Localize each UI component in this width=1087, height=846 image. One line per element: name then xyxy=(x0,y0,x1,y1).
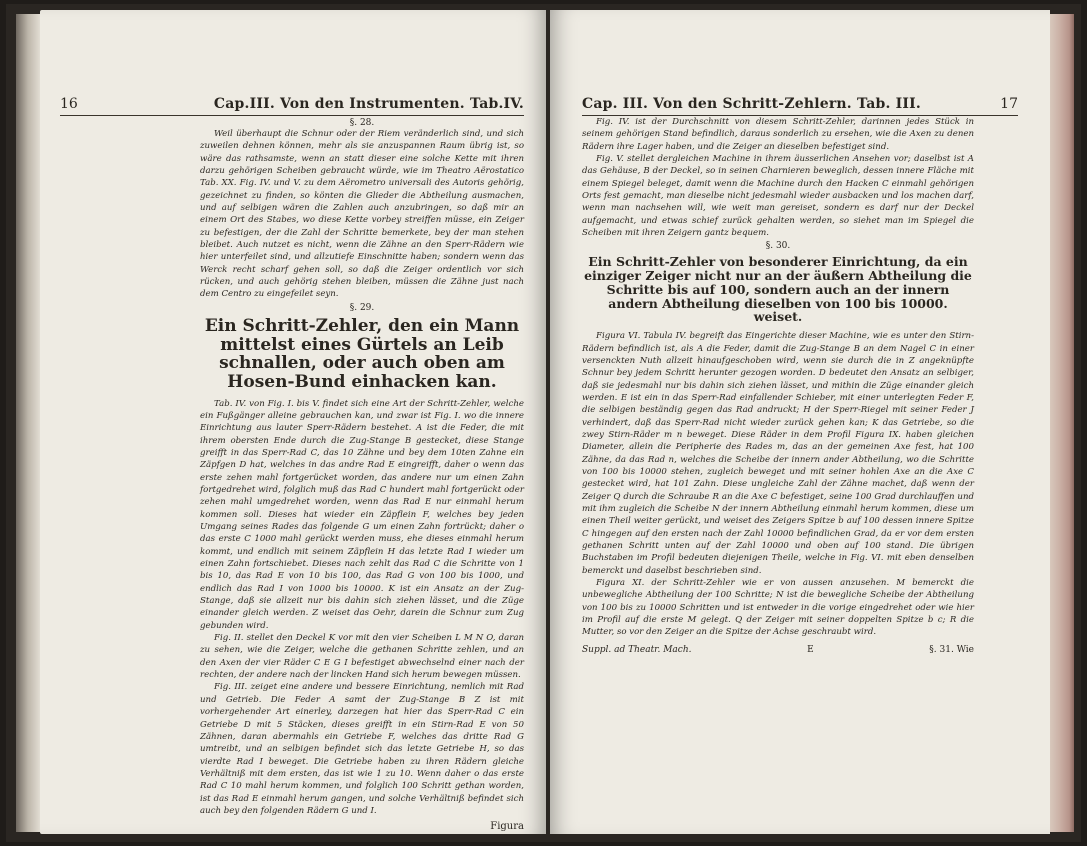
catchword-left: Figura xyxy=(490,821,524,833)
paragraph-29c: Fig. III. zeiget eine andere und bessere Einrichtung, nemlich mit Rad und Getrieb. Die Feder A samt der Zug-Stange B Z ist mit vorhergehender Art einerley, darzegen hat hier das Sperr-Rad C ein Getriebe D mit 5 Stäcken, dieses greifft in ein Stirn-Rad E von 50 Zähnen, daran abermahls ein Getriebe F, welches das dritte Rad G umtreibt, und an selbigen befindet sich das letzte Getriebe H, so das vierdte Rad I beweget. Die Getriebe haben zu ihren Rädern gleiche Verhältniß mit dem ersten, das ist wie 1 zu 10. Wenn daher o das erste Rad C 10 mahl herum kommen, und folglich 100 Schritt gethan worden, ist das Rad E einmahl herum gangen, und solche Verhältniß befindet sich auch bey den folgenden Rädern G und I. xyxy=(200,682,524,816)
section-29-heading: Ein Schritt-Zehler, den ein Mann mittelst eines Gürtels an Leib schnallen, oder auch oben am Hosen-Bund einhacken kan. xyxy=(204,315,520,392)
running-title-right: Cap. III. Von den Schritt-Zehlern. Tab. III. xyxy=(582,96,921,112)
page-number-left: 16 xyxy=(60,96,78,112)
paragraph-fig-iv: Fig. IV. ist der Durchschnitt von diesem Schritt-Zehler, darinnen jedes Stück in seinem gehörigen Stand befindlich, daraus sonderlich zu ersehen, wie die Axen zu denen Rädern ihre Lager haben, und die Zeiger an dieselben befestiget sind. xyxy=(582,117,974,152)
paragraph-fig-xi: Figura XI. der Schritt-Zehler wie er von aussen anzusehen. M bemerckt die unbewegliche Abtheilung der 100 Schritte; N ist die bewegliche Scheibe der Abtheilung von 100 bis zu 10000 Schritten und ist entweder in die vorige eingedrehet oder wie hier im Profil auf die erste M gelegt. Q der Zeiger mit seiner doppelten Spitze b c; R die Mutter, so vor den Zeiger an die Spitze der Achse geschraubt wird. xyxy=(582,578,974,638)
right-page-edges xyxy=(1050,14,1074,832)
section-30-number: §. 30. xyxy=(765,241,791,252)
paragraph-fig-vi: Figura VI. Tabula IV. begreift das Eingerichte dieser Machine, wie es unter den Stirn-Rädern befindlich ist, als A die Feder, damit die Zug-Stange B an dem Nagel C in einer versenckten Nuth allzeit hinaufgeschoben wird, wenn sie durch die in Z angeknüpfte Schnur bey jedem Schritt herunter gezogen worden. D bedeutet den Ansatz an selbiger, daß sie jedesmahl nur bis dahin sich ziehen lässet, und mithin die Züge einander gleich werden. E ist ein in das Sperr-Rad einfallender Schieber, mit einer unterlegten Feder F, die selbigen beständig gegen das Rad andruckt; H der Sperr-Riegel mit seiner Feder J verhindert, daß das Sperr-Rad nicht wieder zurück gehen kan; K das Getriebe, so die zwey Stirn-Räder m n beweget. Diese Räder in dem Profil Figura IX. haben gleichen Diameter, allein die Peripherie des Rades m, das an der gemeinen Axe fest, hat 100 Zähne, da das Rad n, welches die Scheibe der innern ander Abtheilung, wo die Schritte von 100 bis 10000 stehen, zugleich beweget und mit seiner hohlen Axe an die Axe C gestecket wird, hat 101 Zahn. Diese ungleiche Zahl der Zähne machet, daß wenn der Zeiger Q durch die Schraube R an die Axe C befestiget, seine 100 Grad durchlauffen und mit ihm zugleich die Scheibe N der innern Abtheilung einmahl herum kommen, diese um einen Theil weiter gerückt, und weiset des Zeigers Spitze b auf 100 dessen innere Spitze C hingegen auf den ersten nach der Zahl 10000 befindlichen Grad, da er vor dem ersten gethanen Schritt unten auf der Zahl 10000 und oben auf 100 stand. Die übrigen Buchstaben im Profil bedeuten diejenigen Theile, welche in Fig. VI. mit eben denselben bemerckt und daselbst beschrieben sind. xyxy=(582,331,974,576)
signature-mark: E xyxy=(807,644,814,655)
left-page xyxy=(40,10,546,834)
section-30-heading: Ein Schritt-Zehler von besonderer Einrichtung, da ein einziger Zeiger nicht nur an der äußern Abtheilung die Schritte bis auf 100, sondern auch an der innern andern Abtheilung dieselben von 100 bis 10000. weiset. xyxy=(584,254,972,325)
section-28-number: §. 28. xyxy=(349,118,375,128)
paragraph-fig-v: Fig. V. stellet dergleichen Machine in ihrem äusserlichen Ansehen vor; daselbst ist A das Gehäuse, B der Deckel, so in seinen Charnieren beweglich, dessen innere Fläche mit einem Spiegel beleget, damit wenn die Machine durch den Hacken C einmahl gehörigen Orts fest gemacht, man dieselbe nicht jedesmahl wieder ausbacken und los machen darf, wenn man nachsehen will, wie weit man gereiset, sondern es darf nur der Deckel aufgemacht, und etwas schief zurück gehalten werden, so siehet man im Spiegel die Scheiben mit ihren Zeigern gantz bequem. xyxy=(582,154,974,239)
page-number-right: 17 xyxy=(1000,96,1018,112)
footer-title: Suppl. ad Theatr. Mach. xyxy=(582,644,692,655)
section-29-number: §. 29. xyxy=(349,302,375,313)
paragraph-28: Weil überhaupt die Schnur oder der Riem veränderlich sind, und sich zuweilen dehnen können, mehr als sie anzuspannen Raum übrig ist, so wäre das rathsamste, wenn an statt dieser eine solche Kette mit ihren darzu gehörigen Scheiben gebraucht würde, wie im Theatro Aërostatico Tab. XX. Fig. IV. und V. zu dem Aërometro universali des Autoris gehörig, gezeichnet zu finden, so könten die Glieder die Abtheilung ausmachen, und auf selbigen wären die Zahlen auch anzubringen, so daß mir an einem Ort des Stabes, wo diese Kette vorbey streiffen müsse, ein Zeiger zu befestigen, der die Zahl der Schritte bemerkete, bey der man stehen bleibet. Auch nutzet es nicht, wenn die Zähne an den Sperr-Rädern wie hier unterfeilet sind, und allzutiefe Einschnitte haben; sondern wenn das Werck recht scharf gehen soll, so daß die Zeiger ordentlich vor sich rücken, und auch gehörig stehen bleiben, müssen die Zähne just nach dem Centro zu eingefeilet seyn. xyxy=(200,129,524,300)
right-page xyxy=(550,10,1050,834)
running-head-right xyxy=(582,96,1018,116)
book-spread xyxy=(6,4,1081,842)
paragraph-29a: Tab. IV. von Fig. I. bis V. findet sich eine Art der Schritt-Zehler, welche ein Fußgänger alleine gebrauchen kan, und zwar ist Fig. I. wo die innere Einrichtung aus lauter Sperr-Rädern bestehet. A ist die Feder, die mit ihrem obersten Ende durch die Zug-Stange B gestecket, diese Stange greifft in das Sperr-Rad C, das 10 Zähne und bey dem 10ten Zahne ein Zäpfgen D hat, welches in das andre Rad E eingreifft, daher o wenn das erste zehen mahl fortgerücket worden, das andere nur um einen Zahn fortgedrehet wird, folglich muß das Rad C hundert mahl fortgerückt oder zehen mahl umgedrehet worden, wenn das Rad E nur einmahl herum kommen soll. Dieses hat wieder ein Zäpflein F, welches bey jeden Umgang seines Rades das folgende G um einen Zahn fortrückt; daher o das erste C 1000 mahl gerückt werden muss, ehe dieses einmahl herum kommt, und endlich mit seinem Zäpflein H das letzte Rad I wieder um einen Zahn fortschiebet. Dieses nach zehlt das Rad C die Schritte von 1 bis 10, das Rad E von 10 bis 100, das Rad G von 100 bis 1000, und endlich das Rad I von 1000 bis 10000. K ist ein Ansatz an der Zug-Stange, daß sie allzeit nur bis dahin sich ziehen lässet, und die Züge einander gleich werden. Z weiset das Oehr, darein die Schnur zum Zug gebunden wird. xyxy=(200,398,524,631)
left-page-edges xyxy=(16,14,40,832)
page-footer-right xyxy=(582,645,974,655)
paragraph-29b: Fig. II. stellet den Deckel K vor mit den vier Scheiben L M N O, daran zu sehen, wie die Zeiger, welche die gethanen Schritte zehlen, und an den Axen der vier Räder C E G I befestiget abwechselnd einer nach der rechten, der andere nach der lincken Hand sich herum bewegen müssen. xyxy=(200,633,524,681)
catchword-right: §. 31. Wie xyxy=(929,644,974,655)
running-title-left: Cap.III. Von den Instrumenten. Tab.IV. xyxy=(213,96,524,112)
running-head-left xyxy=(60,96,524,116)
